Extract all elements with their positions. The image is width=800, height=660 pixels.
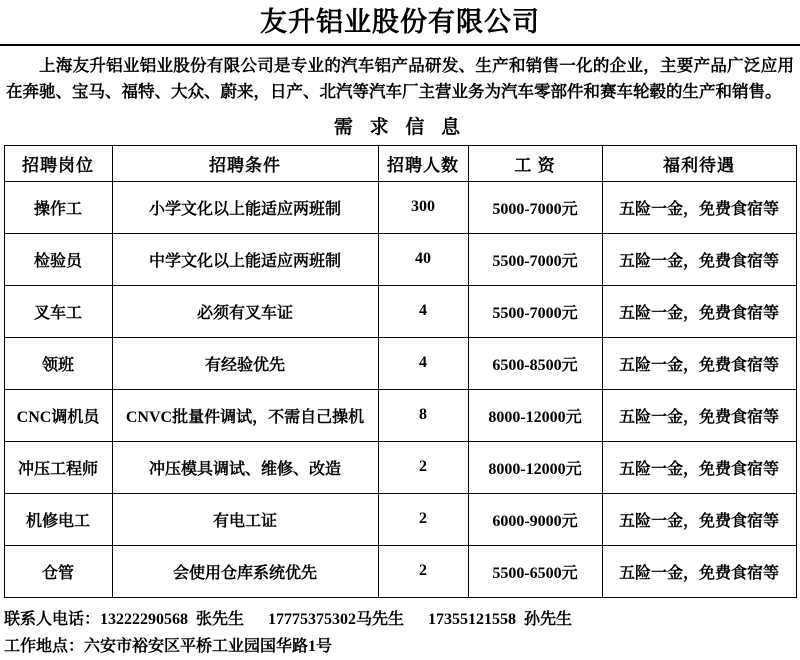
cell-position: 机修电工: [4, 493, 112, 545]
cell-count: 300: [378, 181, 468, 233]
cell-welfare: 五险一金，免费食宿等: [602, 233, 796, 285]
table-row: [4, 389, 796, 441]
cell-welfare: 五险一金，免费食宿等: [602, 181, 796, 233]
company-introduction: 上海友升铝业铝业股份有限公司是专业的汽车铝产品研发、生产和销售一化的企业，主要产品广泛应用在奔驰、宝马、福特、大众、蔚来，日产、北汽等汽车厂主营业务为汽车零部件和赛车轮毂的生产和销售。: [6, 55, 794, 101]
cell-welfare: 五险一金，免费食宿等: [602, 545, 796, 597]
column-header-welfare: 福利待遇: [602, 145, 796, 181]
cell-count: 4: [378, 337, 468, 389]
cell-position: CNC调机员: [4, 389, 112, 441]
cell-wage: 6500-8500元: [468, 337, 602, 389]
column-header-wage: 工 资: [468, 145, 602, 181]
contact-phones: 联系人电话：13222290568 张先生 17775375302马先生 17355121558 孙先生: [4, 610, 573, 628]
cell-count: 40: [378, 233, 468, 285]
column-header-position: 招聘岗位: [4, 145, 112, 181]
cell-count: 2: [378, 441, 468, 493]
cell-position: 仓管: [4, 545, 112, 597]
cell-condition: 必须有叉车证: [112, 285, 378, 337]
cell-wage: 5500-7000元: [468, 233, 602, 285]
page-title: 友升铝业股份有限公司: [260, 7, 540, 37]
cell-wage: 5500-6500元: [468, 545, 602, 597]
column-header-condition: 招聘条件: [112, 145, 378, 181]
cell-position: 操作工: [4, 181, 112, 233]
cell-count: 4: [378, 285, 468, 337]
cell-wage: 5500-7000元: [468, 285, 602, 337]
cell-welfare: 五险一金，免费食宿等: [602, 389, 796, 441]
table-header-row: [4, 145, 796, 181]
column-header-count: 招聘人数: [378, 145, 468, 181]
cell-wage: 6000-9000元: [468, 493, 602, 545]
table-row: [4, 493, 796, 545]
cell-condition: 小学文化以上能适应两班制: [112, 181, 378, 233]
cell-condition: 中学文化以上能适应两班制: [112, 233, 378, 285]
cell-wage: 8000-12000元: [468, 389, 602, 441]
cell-condition: 会使用仓库系统优先: [112, 545, 378, 597]
cell-count: 2: [378, 493, 468, 545]
cell-condition: 冲压模具调试、维修、改造: [112, 441, 378, 493]
table-row: [4, 441, 796, 493]
cell-welfare: 五险一金，免费食宿等: [602, 285, 796, 337]
cell-count: 2: [378, 545, 468, 597]
cell-position: 领班: [4, 337, 112, 389]
cell-condition: CNVC批量件调试，不需自己操机: [112, 389, 378, 441]
table-row: [4, 233, 796, 285]
cell-welfare: 五险一金，免费食宿等: [602, 441, 796, 493]
cell-position: 检验员: [4, 233, 112, 285]
work-address: 工作地点：六安市裕安区平桥工业园国华路1号: [4, 638, 333, 656]
cell-position: 冲压工程师: [4, 441, 112, 493]
jobs-table: [4, 145, 797, 598]
table-row: [4, 285, 796, 337]
table-row: [4, 545, 796, 597]
cell-position: 叉车工: [4, 285, 112, 337]
cell-welfare: 五险一金，免费食宿等: [602, 493, 796, 545]
table-row: [4, 337, 796, 389]
cell-wage: 8000-12000元: [468, 441, 602, 493]
cell-wage: 5000-7000元: [468, 181, 602, 233]
cell-condition: 有经验优先: [112, 337, 378, 389]
cell-condition: 有电工证: [112, 493, 378, 545]
cell-welfare: 五险一金，免费食宿等: [602, 337, 796, 389]
cell-count: 8: [378, 389, 468, 441]
section-heading-demand-info: 需 求 信 息: [333, 116, 467, 138]
table-row: [4, 181, 796, 233]
